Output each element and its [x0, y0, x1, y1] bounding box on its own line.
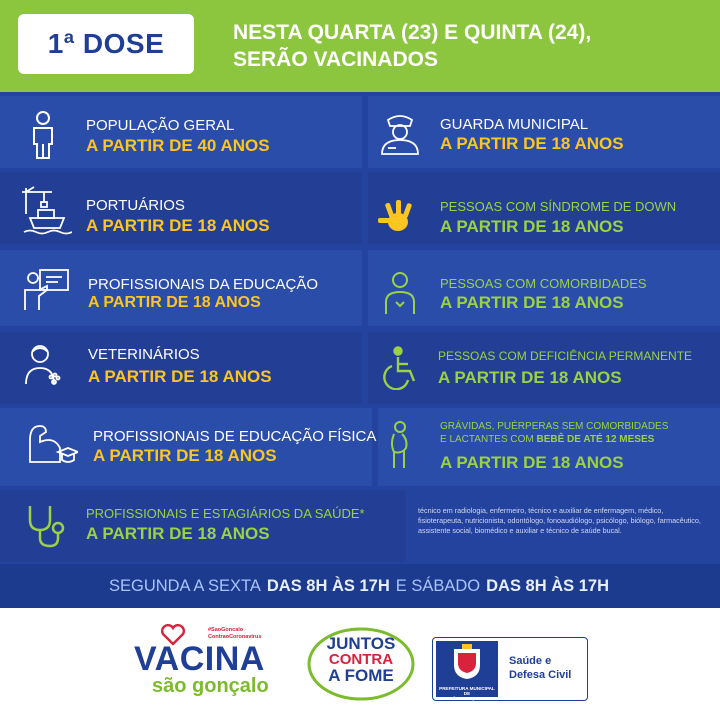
hours-bar — [0, 564, 720, 608]
header-title — [233, 19, 591, 73]
prefeitura-name — [436, 686, 498, 701]
group-age: A PARTIR DE 18 ANOS — [440, 293, 624, 312]
teacher-board-icon — [22, 266, 70, 314]
hours-weekdays: SEGUNDA A SEXTA — [108, 576, 261, 595]
group-label: PROFISSIONAIS E ESTAGIÁRIOS DA SAÚDE* — [86, 506, 365, 521]
health-professions-footnote: técnico em radiologia, enfermeiro, técnico e auxiliar de enfermagem, médico, fisioterapeuta, nutricionista, odontólogo, fonoaudiólogo, psicólogo, biólogo, farmacêutico, assistente social, biomédico e auxiliar e técnico de saúde bucal. — [418, 506, 701, 535]
arm-muscle-graduation-icon — [24, 422, 78, 470]
group-age: A PARTIR DE 18 ANOS — [440, 217, 624, 236]
group-age: A PARTIR DE 18 ANOS — [88, 294, 261, 311]
group-age: A PARTIR DE 18 ANOS — [88, 367, 272, 386]
vacina-logo-sub: são gonçalo — [152, 675, 269, 697]
prefeitura-name-line1: PREFEITURA MUNICIPAL DE — [439, 686, 495, 696]
group-label: GUARDA MUNICIPAL — [440, 116, 589, 133]
group-label-bold: BEBÊ DE ATÉ 12 MESES — [536, 434, 655, 445]
group-label-prefix: E LACTANTES COM — [440, 434, 537, 445]
saude-defesa-civil-label — [509, 654, 571, 682]
veterinarian-paw-icon — [24, 342, 64, 390]
hours-weekdays-time: DAS 8H ÀS 17H — [266, 576, 390, 595]
vacina-hashtags — [208, 627, 261, 641]
dose-badge: 1ª DOSE — [18, 14, 194, 74]
prefeitura-name-line2: SÃO GONÇALO — [449, 696, 485, 701]
group-age: A PARTIR DE 18 ANOS — [438, 368, 622, 387]
group-label: PESSOAS COM DEFICIÊNCIA PERMANENTE — [438, 349, 693, 363]
guard-officer-icon — [380, 112, 420, 156]
saude-line1: Saúde e — [509, 655, 552, 667]
group-label-line2 — [440, 433, 668, 446]
juntos-line3: A FOME — [328, 666, 394, 685]
juntos-contra-a-fome-logo — [312, 636, 410, 684]
pregnant-woman-icon — [386, 420, 416, 470]
vacina-logo-word: VACINA — [134, 640, 265, 678]
group-label: PESSOAS COM SÍNDROME DE DOWN — [440, 199, 677, 214]
saude-line2: Defesa Civil — [509, 669, 572, 681]
wheelchair-icon — [380, 346, 420, 390]
down-syndrome-hand-icon — [376, 196, 420, 236]
group-label: PORTUÁRIOS — [86, 197, 185, 214]
port-crane-ship-icon — [20, 184, 72, 236]
group-age: A PARTIR DE 18 ANOS — [93, 446, 277, 465]
comorbidity-person-icon — [382, 270, 418, 316]
juntos-line1: JUNTOS — [326, 634, 396, 653]
header-title-line1: NESTA QUARTA (23) E QUINTA (24), — [233, 21, 592, 44]
group-label: PESSOAS COM COMORBIDADES — [440, 276, 647, 291]
group-age: A PARTIR DE 40 ANOS — [86, 136, 270, 155]
group-label: VETERINÁRIOS — [88, 346, 200, 363]
group-label: POPULAÇÃO GERAL — [86, 117, 235, 134]
group-label: PROFISSIONAIS DE EDUCAÇÃO FÍSICA — [93, 428, 377, 445]
juntos-line2: CONTRA — [328, 651, 394, 668]
group-label-line1: GRÁVIDAS, PUÉRPERAS SEM COMORBIDADES — [440, 421, 669, 432]
person-icon — [28, 110, 58, 160]
group-age: A PARTIR DE 18 ANOS — [440, 453, 624, 472]
hours-saturday: E SÁBADO — [395, 576, 481, 595]
group-age: A PARTIR DE 18 ANOS — [440, 134, 624, 153]
hours-saturday-time: DAS 8H ÀS 17H — [486, 576, 610, 595]
header-title-line2: SERÃO VACINADOS — [233, 48, 438, 71]
vacina-hashtag1: #SaoGoncalo — [208, 627, 244, 633]
group-age: A PARTIR DE 18 ANOS — [86, 524, 270, 543]
group-label: PROFISSIONAIS DA EDUCAÇÃO — [88, 276, 319, 293]
group-age: A PARTIR DE 18 ANOS — [86, 216, 270, 235]
group-label — [440, 420, 668, 446]
vacina-hashtag2: ContraoCoronavirus — [208, 634, 262, 640]
stethoscope-icon — [24, 502, 68, 550]
